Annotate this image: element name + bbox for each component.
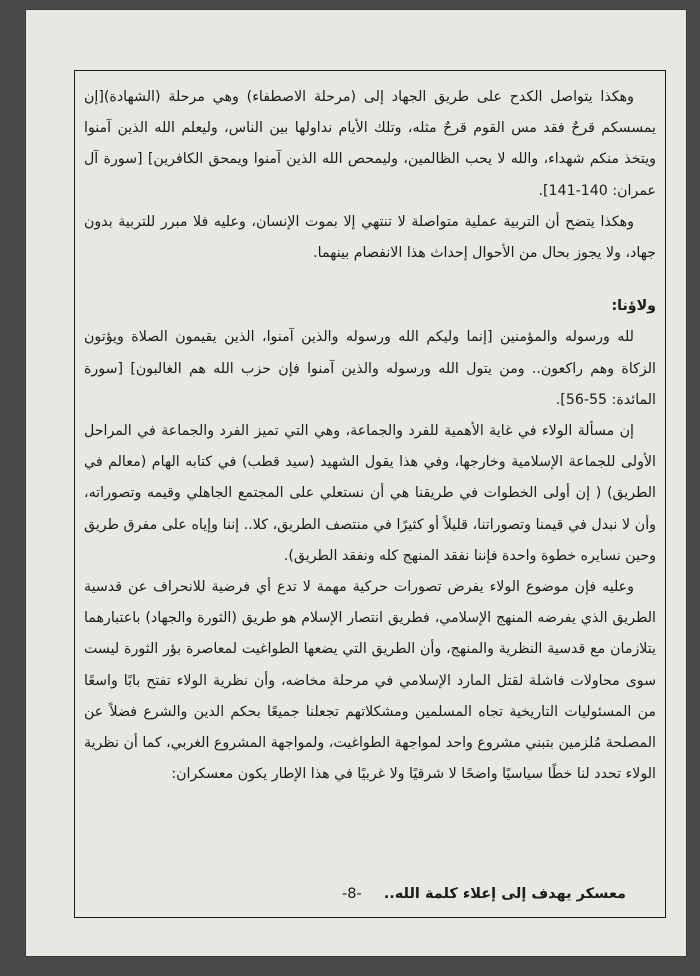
page-footer [84,886,656,910]
footer-slogan: معسكر يهدف إلى إعلاء كلمة الله.. [383,886,626,902]
document-page [26,10,686,956]
paragraph: لله ورسوله والمؤمنين [إنما وليكم الله ورسوله والذين آمنوا، الذين يقيمون الصلاة ويؤتون الزكاة وهم راكعون.. ومن يتول الله ورسوله والذين آمنوا فإن حزب الله هم الغالبون] [سورة المائدة: 55-56]. [84,329,656,408]
body-text [84,82,656,790]
paragraph: وهكذا يتواصل الكدح على طريق الجهاد إلى (مرحلة الاصطفاء) وهي مرحلة (الشهادة)[إن يمسسكم قرحٌ فقد مس القوم قرحٌ مثله، وتلك الأيام نداولها بين الناس، وليعلم الله الذين آمنوا ويتخذ منكم شهداء، والله لا يحب الظالمين، وليمحص الله الذين آمنوا ويمحق الكافرين] [سورة آل عمران: 140-141]. [84,89,656,199]
paragraph: وعليه فإن موضوع الولاء يفرض تصورات حركية مهمة لا تدع أي فرضية للانحراف عن قدسية الطريق الذي يفرضه المنهج الإسلامي، فطريق انتصار الإسلام هو طريق (الثورة والجهاد) باعتبارهما يتلازمان مع قدسية النظرية والمنهج، وأن الطريق التي يضعها الطواغيت لمعاصرة بؤر الثورة ليست سوى محاولات فاشلة لقتل المارد الإسلامي في مرحلة مخاضه، وأن نظرية الولاء تفتح بابًا واسعًا من المسئوليات التاريخية تجاه المسلمين ومشكلاتهم تجعلنا جميعًا بحكم الدين والشرع فضلاً عن المصلحة مُلزمين بتبني مشروع واحد لمواجهة الطواغيت، ولمواجهة المشروع الغربي، كما أن نظرية الولاء تحدد لنا خطًا سياسيًا واضحًا لا شرقيًا ولا غربيًا في هذا الإطار يكون معسكران: [83,579,656,783]
paragraph: وهكذا يتضح أن التربية عملية متواصلة لا تنتهي إلا بموت الإنسان، وعليه فلا مبرر للتربية بدون جهاد، ولا يجوز بحال من الأحوال إحداث هذا الانفصام بينهما. [84,213,656,262]
page-number: -8- [342,886,362,902]
paragraph: إن مسألة الولاء في غاية الأهمية للفرد والجماعة، وهي التي تميز الفرد والجماعة في المراحل الأولى للجماعة الإسلامية وخارجها، وفي هذا يقول الشهيد (سيد قطب) في كتابه الهام (معالم في الطريق) ( إن أولى الخطوات في طريقنا هي أن نستعلي على المجتمع الجاهلي وقيمه وتصوراته، وأن لا نبدل في قيمنا وتصوراتنا، قليلاً أو كثيرًا في منتصف الطريق، كلا.. إننا وإياه على مفرق طريق وحين نسايره خطوة واحدة فإننا نفقد المنهج كله ونفقد الطريق). [84,423,656,564]
section-heading: ولاؤنا: [611,298,656,315]
